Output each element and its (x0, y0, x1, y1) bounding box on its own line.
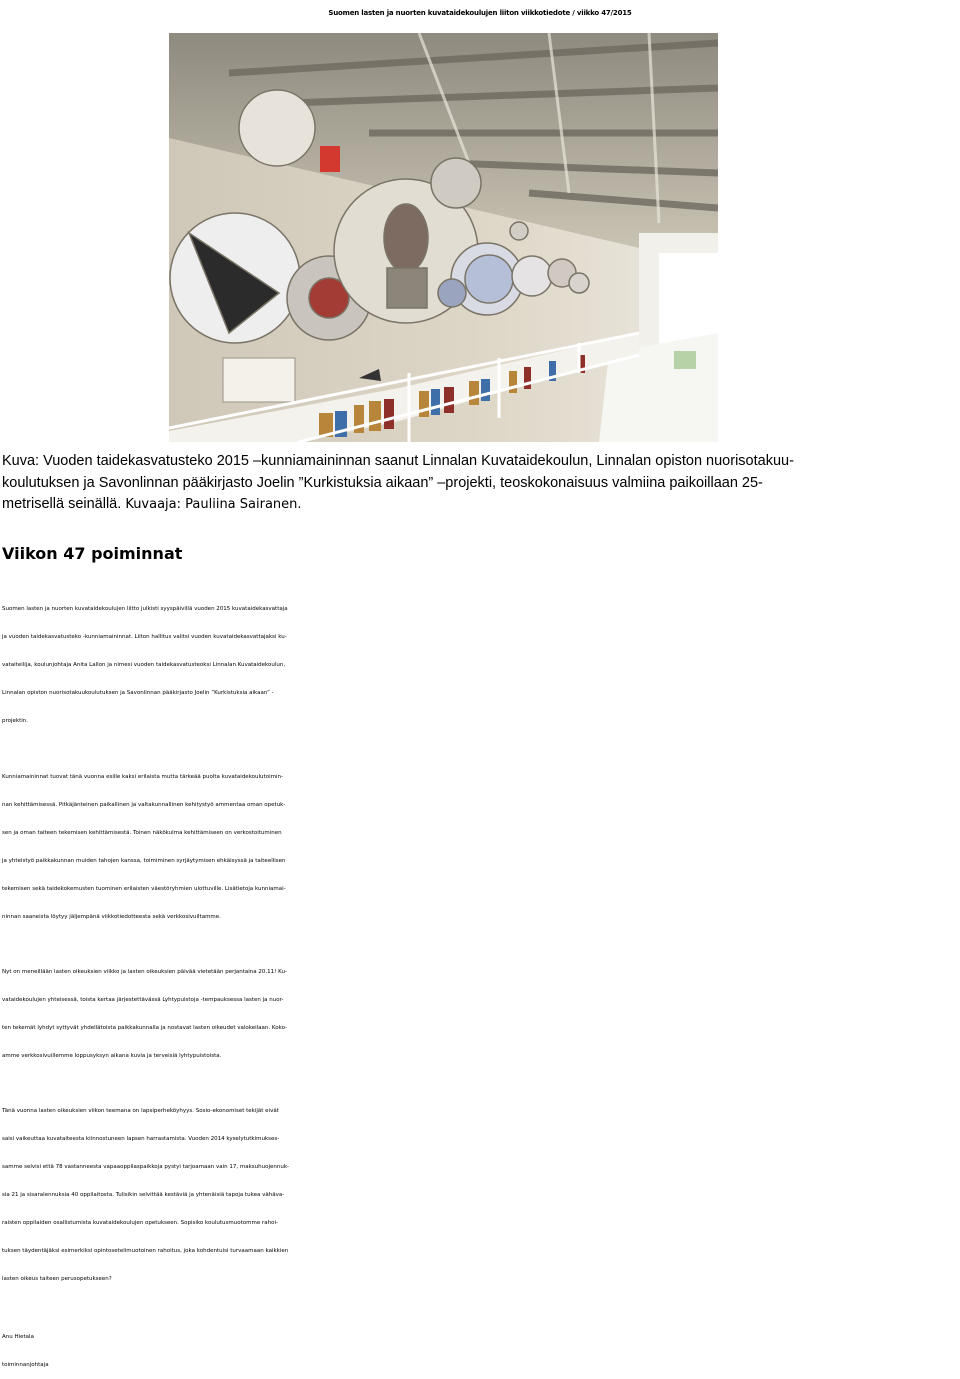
text-line: lasten oikeus taiteen perusopetukseen? (2, 1276, 112, 1282)
text-line: sia 21 ja sisaralennuksia 40 oppilaitosta. Tulisikin selvittää kestäviä ja yhtenäisiä tapoja tukea vähäva- (2, 1192, 285, 1198)
text-line: Linnalan opiston nuorisotakuukoulutuksen ja Savonlinnan pääkirjasto Joelin ”Kurkistuksia aikaan” - (2, 690, 274, 696)
signature-name: Anu Hietala (2, 1334, 34, 1340)
text-line: ja vuoden taidekasvatusteko -kunniamaininnat. Liiton hallitus valitsi vuoden kuvataidekasvattajaksi ku- (2, 634, 287, 640)
text-line: Nyt on meneillään lasten oikeuksien viikko ja lasten oikeuksien päivää vietetään perjantaina 20.11! Ku- (2, 969, 287, 975)
text-line: ja yhteistyö paikkakunnan muiden tahojen kanssa, toimiminen syrjäytymisen ehkäisyssä ja taiteellisen (2, 858, 286, 864)
caption-line: metrisellä seinällä. (2, 496, 126, 512)
text-line: raisten oppilaiden osallistumista kuvataidekoulujen opetukseen. Sopisiko koulutusmuotomme rahoi- (2, 1220, 278, 1226)
text-line: tuksen täydentäjäksi esimerkiksi opintosetelimuotoinen rahoitus, joka kohdentuisi turvaamaan kaikkien (2, 1248, 289, 1254)
paragraph-3 (2, 958, 958, 1070)
text-line: saisi vaikeuttaa kuvataiteesta kiinnostuneen lapsen harrastamista. Vuoden 2014 kyselytutkimukses- (2, 1136, 280, 1142)
paragraph-2 (2, 763, 958, 931)
text-line: Tänä vuonna lasten oikeuksien viikon teemana on lapsiperheköyhyys. Sosio-ekonomiset tekijät eivät (2, 1108, 279, 1114)
text-line: projektin. (2, 718, 29, 724)
text-line: ninnan saaneista löytyy jäljempänä viikkotiedotteesta sekä verkkosivuiltamme. (2, 914, 221, 920)
text-line: amme verkkosivuillemme loppusyksyn aikana kuvia ja terveisiä lyhtypuistoista. (2, 1053, 222, 1059)
text-line: ten tekemät lyhdyt syttyvät yhdellätoista paikkakunnalla ja nostavat lasten oikeudet valokeilaan. Koko- (2, 1025, 288, 1031)
text-line: samme selvisi että 78 vastanneesta vapaaoppilaspaikkoja pystyi tarjoamaan vain 17, maksuhuojennuk- (2, 1164, 290, 1170)
text-line: vataiteilija, koulunjohtaja Anita Lallon ja nimesi vuoden taidekasvatusteoksi Linnalan Kuvataidekoulun, (2, 662, 286, 668)
paragraph-1 (2, 595, 958, 735)
text-line: sen ja oman taiteen tekemisen kehittämisestä. Toinen näkökulma kehittämiseen on verkostoituminen (2, 830, 282, 836)
text-line: Kunniamaininnat tuovat tänä vuonna esille kaksi erilaista mutta tärkeää puolta kuvataidekoulutoimin- (2, 774, 283, 780)
text-line: vataidekoulujen yhteisessä, toista kertaa järjestettävässä Lyhtypuistoja -tempauksessa lasten ja nuor- (2, 997, 284, 1003)
photo-caption (2, 451, 952, 516)
text-line: tekemisen sekä taidekokemusten tuominen erilaisten väestöryhmien ulottuville. Lisätietoja kunniamai- (2, 886, 286, 892)
paragraph-4 (2, 1097, 958, 1293)
photo-credit: Kuvaaja: Pauliina Sairanen. (125, 497, 302, 512)
caption-line: koulutuksen ja Savonlinnan pääkirjasto Joelin ”Kurkistuksia aikaan” –projekti, teoskokonaisuus valmiina paikoillaan 25- (2, 474, 763, 491)
text-line: nan kehittämisessä. Pitkäjänteinen paikallinen ja valtakunnallinen kehitystyö ammentaa oman opetuk- (2, 802, 286, 808)
caption-line: Kuva: Vuoden taidekasvatusteko 2015 –kunniamaininnan saanut Linnalan Kuvataidekoulun, Linnalan opiston nuorisotakuu- (2, 453, 794, 469)
text-line: Suomen lasten ja nuorten kuvataidekoulujen liitto julkisti syyspäivillä vuoden 2015 kuvataidekasvattaja (2, 606, 288, 612)
gallery-wall-photo (169, 33, 718, 442)
page-title: Suomen lasten ja nuorten kuvataidekoulujen liiton viikkotiedote / viikko 47/2015 (328, 9, 632, 17)
signature-role: toiminnanjohtaja (2, 1362, 49, 1368)
section-heading: Viikon 47 poiminnat (2, 544, 183, 563)
signature (2, 1323, 958, 1379)
